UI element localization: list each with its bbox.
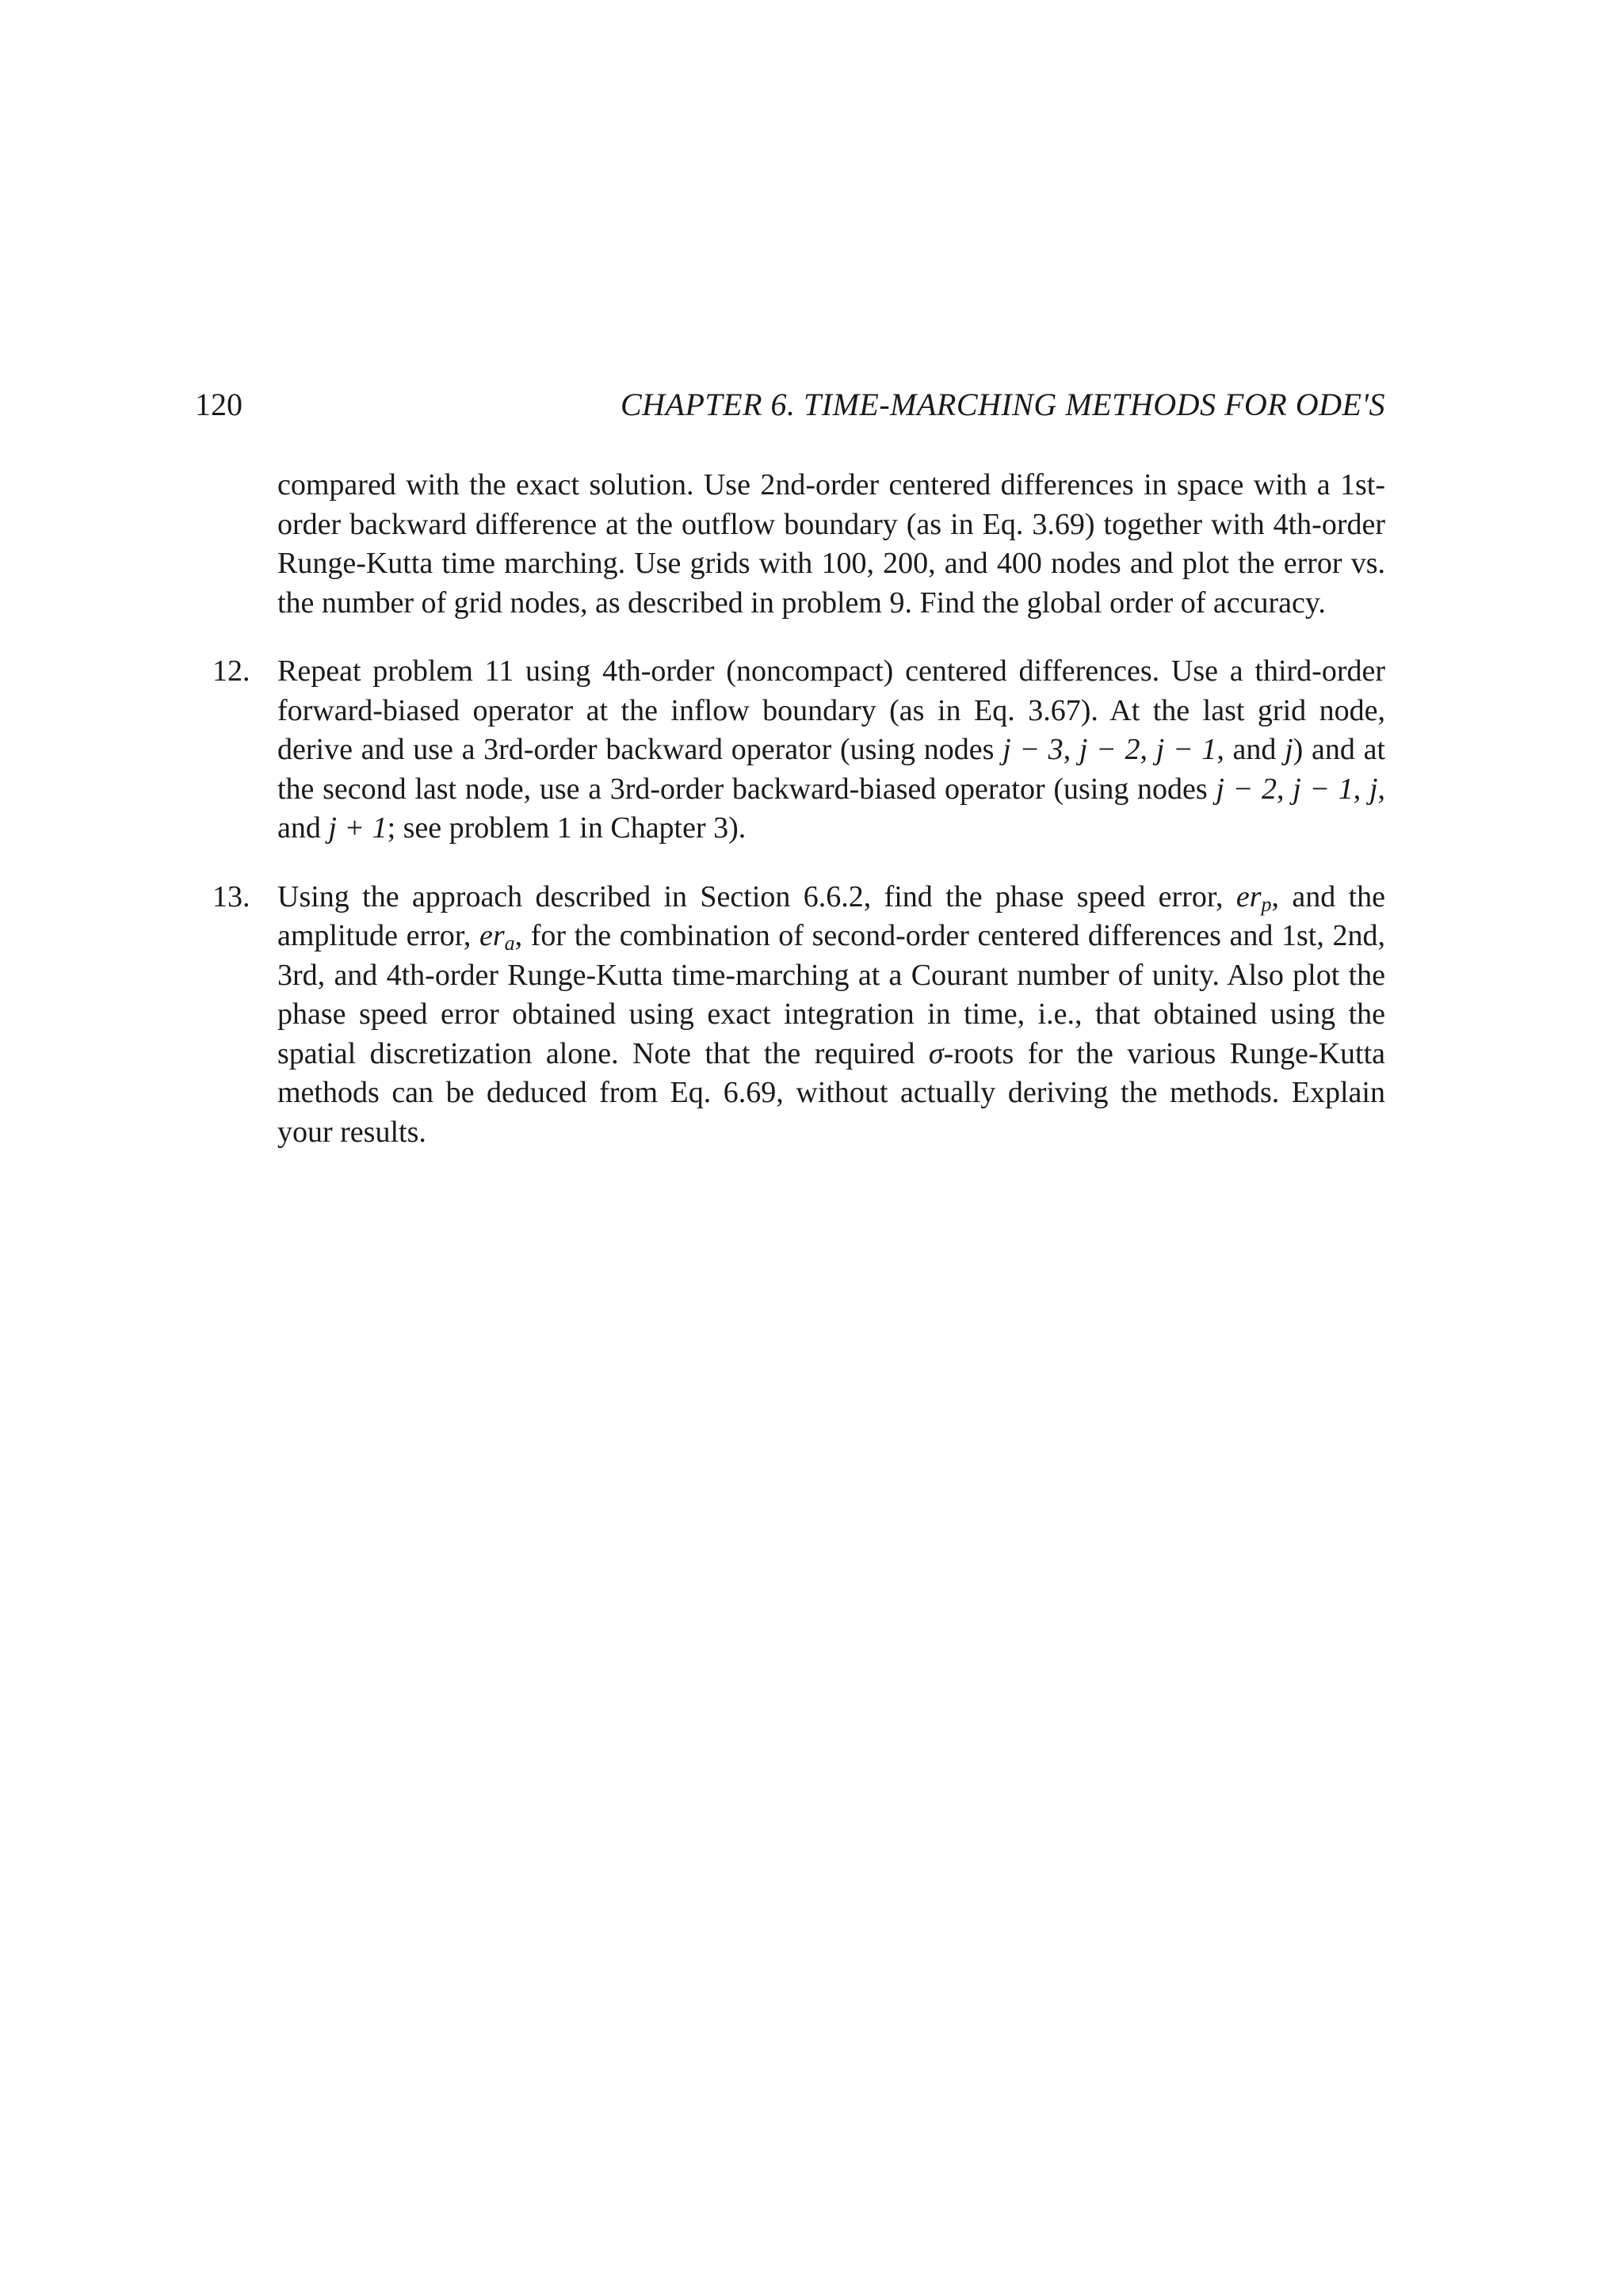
- math-expression: j: [1285, 733, 1293, 766]
- text-run: ,: [1140, 733, 1156, 766]
- problem-number: 13.: [212, 879, 250, 913]
- text-run: ; see problem 1 in Chapter 3).: [387, 811, 747, 845]
- text-run: -roots for the various Runge-Kutta methods can be deduced from Eq. 6.69, without actually deriving the methods. Explain your results.: [277, 1036, 1385, 1149]
- text-run: , and: [277, 772, 1386, 845]
- problem-text: [277, 878, 1385, 1153]
- running-title: CHAPTER 6. TIME-MARCHING METHODS FOR ODE'S: [620, 387, 1385, 422]
- text-run: ,: [1353, 772, 1369, 806]
- text-run: , for the combination of second-order centered differences and 1st, 2nd, 3rd, and 4th-order Runge-Kutta time-marching at a Courant number of unity. Also plot the phase speed error obtained using exact integration in time, i.e., that obtained using the spatial discretization alone. Note that the required: [277, 919, 1385, 1070]
- text-run: , and: [1216, 733, 1285, 766]
- math-base: er: [1235, 879, 1262, 913]
- problem-13: [212, 878, 1385, 1153]
- text-run: Repeat problem 11 using 4th-order (noncompact) centered differences. Use a third-order forward-biased operator at the inflow boundary (as in Eq. 3.67). At the last grid node, derive and use a 3rd-order backward operator (using nodes: [277, 654, 1385, 766]
- problem-12: [212, 652, 1386, 849]
- page-header: [195, 385, 1385, 425]
- page-body: [212, 466, 1386, 1181]
- math-expression: j − 1: [1293, 772, 1354, 806]
- text-run: ,: [1063, 733, 1079, 766]
- amplitude-error-symbol: [479, 919, 515, 955]
- sigma-symbol: σ: [928, 1036, 944, 1070]
- math-base: er: [479, 919, 505, 952]
- page-number: 120: [195, 387, 242, 422]
- math-expression: j − 3: [1002, 733, 1064, 766]
- text-run: ) and at the second last node, use a 3rd-order backward-biased operator (using nodes: [277, 733, 1386, 806]
- problem-number: 12.: [212, 654, 250, 688]
- problem-11-continuation: compared with the exact solution. Use 2nd-order centered differences in space with a 1st-order backward difference at the outflow boundary (as in Eq. 3.69) together with 4th-order Runge-Kutta time marching. Use grids with 100, 200, and 400 nodes and plot the error vs. the number of grid nodes, as described in problem 9. Find the global order of accuracy.: [277, 468, 1385, 620]
- math-expression: j − 2: [1216, 772, 1277, 806]
- math-expression: j − 2: [1079, 733, 1140, 766]
- math-expression: j − 1: [1155, 733, 1217, 766]
- math-subscript: p: [1261, 892, 1272, 916]
- text-run: ,: [1276, 772, 1293, 806]
- math-subscript: a: [504, 932, 515, 955]
- text-run: Using the approach described in Section 6.6.2, find the phase speed error,: [277, 879, 1236, 913]
- math-expression: j + 1: [328, 811, 388, 845]
- phase-speed-error-symbol: [1235, 879, 1272, 916]
- problem-text: [277, 652, 1385, 849]
- math-expression: j: [1369, 772, 1378, 806]
- text-run: , and the amplitude error,: [277, 879, 1385, 952]
